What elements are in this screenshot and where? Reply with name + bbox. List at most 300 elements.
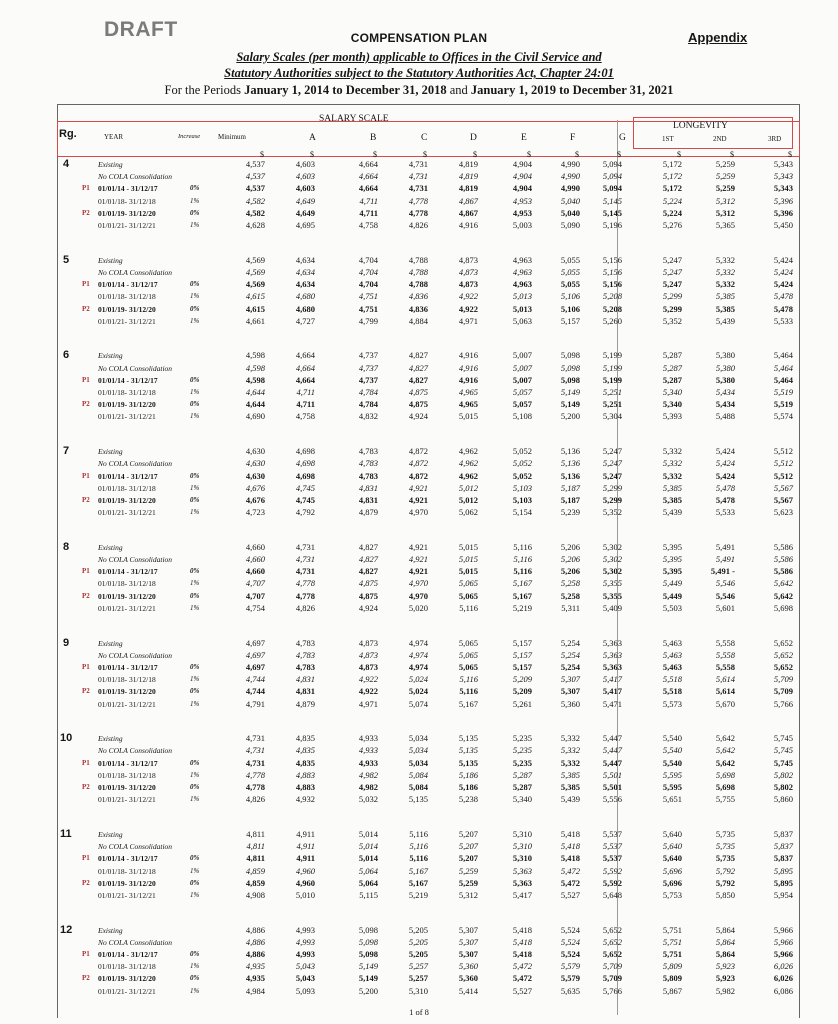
salary-cell: 5,558: [715, 637, 735, 648]
salary-cell: 5,434: [715, 387, 735, 397]
row-label: No COLA Consolidation: [98, 937, 173, 947]
salary-cell: 4,704: [358, 266, 378, 277]
salary-cell: 6,086: [773, 985, 793, 996]
salary-cell: 4,982: [358, 782, 378, 792]
salary-cell: 5,558: [715, 661, 735, 672]
salary-cell: 4,783: [295, 637, 315, 648]
salary-cell: 4,993: [295, 936, 315, 947]
salary-cell: 5,116: [459, 602, 478, 613]
row-label: No COLA Consolidation: [98, 746, 173, 756]
salary-cell: 5,751: [662, 936, 682, 947]
periods-line: [0, 83, 838, 98]
salary-cell: 4,883: [295, 782, 315, 792]
row-label: No COLA Consolidation: [98, 650, 173, 660]
row-label: 01/01/14 - 31/12/17: [98, 758, 158, 768]
salary-cell: 4,634: [295, 254, 315, 265]
salary-cell: 5,307: [458, 924, 478, 935]
salary-cell: 5,546: [715, 590, 735, 601]
salary-cell: 5,343: [773, 159, 793, 169]
salary-cell: 5,592: [602, 877, 622, 888]
salary-cell: 5,307: [458, 936, 478, 947]
salary-cell: 4,676: [245, 482, 265, 493]
row-label: Existing: [98, 829, 123, 839]
salary-cell: 5,094: [602, 183, 622, 194]
salary-cell: 5,205: [408, 924, 428, 935]
increase-percent: 1%: [190, 388, 200, 396]
salary-cell: 4,630: [245, 470, 265, 481]
row-label: 01/01/21- 31/12/21: [98, 603, 156, 613]
salary-cell: 5,478: [715, 482, 735, 493]
salary-cell: 4,819: [458, 159, 478, 169]
salary-cell: 5,062: [458, 507, 478, 518]
salary-cell: 5,052: [512, 470, 532, 481]
row-label: 01/01/19- 31/12/20: [98, 878, 156, 888]
salary-cell: 5,199: [602, 350, 622, 361]
increase-percent: 0%: [190, 208, 200, 217]
salary-cell: 5,084: [408, 769, 428, 780]
phase-prefix: P1: [82, 280, 90, 289]
salary-cell: 4,970: [408, 590, 428, 601]
salary-cell: 4,875: [408, 387, 428, 397]
salary-cell: 5,385: [560, 782, 580, 792]
salary-cell: 5,537: [602, 841, 622, 852]
salary-cell: 5,586: [773, 554, 793, 564]
salary-cell: 5,546: [715, 578, 735, 589]
salary-cell: 4,904: [512, 159, 532, 169]
salary-cell: 5,463: [662, 637, 682, 648]
salary-cell: 5,642: [715, 757, 735, 768]
salary-cell: 5,463: [662, 661, 682, 672]
salary-cell: 5,299: [602, 494, 622, 505]
salary-cell: 5,205: [408, 936, 428, 947]
increase-percent: 1%: [190, 770, 200, 779]
salary-cell: 5,136: [560, 446, 580, 457]
grade-number: 7: [63, 445, 70, 458]
salary-cell: 5,302: [602, 566, 622, 577]
salary-cell: 4,661: [245, 315, 265, 326]
increase-percent: 1%: [190, 675, 200, 684]
salary-cell: 4,660: [245, 566, 265, 577]
row-label: 01/01/19- 31/12/20: [98, 687, 156, 697]
salary-cell: 5,501: [602, 782, 622, 792]
row-label: Existing: [98, 160, 123, 169]
salary-cell: 4,827: [408, 350, 428, 361]
salary-cell: 4,970: [408, 578, 428, 589]
salary-cell: 4,819: [458, 183, 478, 194]
salary-cell: 5,064: [358, 877, 378, 888]
salary-cell: 5,601: [715, 602, 735, 613]
salary-cell: 5,304: [602, 411, 622, 422]
salary-cell: 5,417: [512, 889, 532, 900]
salary-cell: 4,731: [245, 733, 265, 744]
salary-cell: 5,014: [358, 828, 378, 839]
row-label: 01/01/14 - 31/12/17: [98, 184, 158, 194]
salary-cell: 5,235: [512, 745, 532, 756]
salary-cell: 4,932: [295, 794, 315, 805]
salary-cell: 5,247: [602, 458, 622, 469]
increase-percent: 0%: [190, 950, 200, 958]
salary-cell: 5,837: [773, 841, 793, 852]
row-label: No COLA Consolidation: [98, 555, 173, 564]
salary-cell: 5,449: [662, 590, 682, 601]
salary-cell: 5,219: [408, 889, 428, 900]
row-label: 01/01/19- 31/12/20: [98, 783, 156, 792]
salary-cell: 5,014: [358, 841, 378, 852]
salary-cell: 4,628: [245, 220, 265, 230]
salary-cell: 5,540: [662, 733, 682, 744]
row-label: 01/01/14 - 31/12/17: [98, 950, 158, 959]
salary-cell: 5,735: [715, 853, 735, 864]
salary-cell: 5,614: [715, 674, 735, 685]
salary-cell: 5,063: [512, 315, 532, 326]
salary-cell: 4,826: [245, 794, 265, 805]
row-label: Existing: [98, 351, 123, 361]
increase-percent: 0%: [190, 974, 200, 983]
salary-cell: 5,651: [662, 794, 682, 805]
salary-cell: 5,136: [560, 458, 580, 469]
salary-cell: 4,634: [295, 266, 315, 277]
salary-cell: 4,886: [245, 936, 265, 947]
salary-cell: 5,418: [560, 853, 580, 864]
salary-cell: 5,472: [560, 865, 580, 876]
salary-cell: 4,831: [358, 494, 378, 505]
salary-cell: 5,020: [408, 602, 428, 613]
salary-cell: 4,707: [245, 590, 265, 601]
salary-cell: 4,990: [560, 183, 580, 194]
salary-cell: 4,537: [245, 183, 265, 194]
salary-cell: 5,966: [773, 924, 793, 935]
salary-cell: 5,409: [602, 602, 622, 613]
salary-cell: 5,864: [715, 936, 735, 947]
salary-cell: 5,239: [560, 507, 580, 518]
salary-cell: 5,567: [773, 494, 793, 505]
salary-cell: 4,751: [358, 303, 378, 314]
year-header: YEAR: [104, 133, 124, 141]
salary-cell: 5,106: [560, 303, 580, 314]
salary-cell: 5,709: [602, 973, 622, 984]
salary-cell: 4,698: [295, 446, 315, 457]
step-header-e: E: [521, 133, 527, 143]
salary-cell: 4,908: [245, 889, 265, 900]
salary-cell: 4,873: [458, 254, 478, 265]
dollar-sign: $: [260, 150, 264, 159]
salary-cell: 5,424: [715, 458, 735, 469]
salary-cell: 4,745: [295, 482, 315, 493]
salary-cell: 5,751: [662, 924, 682, 935]
increase-percent: 0%: [190, 783, 200, 791]
salary-cell: 5,385: [560, 769, 580, 780]
salary-cell: 4,953: [512, 195, 532, 206]
salary-cell: 4,731: [408, 183, 428, 194]
salary-cell: 5,745: [773, 733, 793, 744]
salary-cell: 5,098: [358, 949, 378, 959]
salary-cell: 5,332: [662, 446, 682, 457]
salary-cell: 5,478: [715, 494, 735, 505]
salary-cell: 5,527: [560, 889, 580, 900]
row-label: 01/01/21- 31/12/21: [98, 316, 156, 326]
salary-cell: 4,832: [358, 411, 378, 422]
salary-cell: 4,731: [245, 745, 265, 756]
increase-percent: 1%: [190, 316, 200, 325]
salary-cell: 4,974: [408, 649, 428, 660]
periods-prefix: For the Periods: [164, 83, 245, 97]
page-title: COMPENSATION PLAN: [350, 31, 488, 45]
dollar-sign: $: [473, 150, 477, 159]
salary-cell: 5,206: [560, 541, 580, 552]
row-label: Existing: [98, 447, 123, 457]
salary-cell: 5,652: [602, 949, 622, 959]
salary-cell: 4,731: [295, 566, 315, 577]
salary-cell: 5,491 -: [710, 566, 735, 577]
salary-cell: 4,783: [295, 661, 315, 672]
salary-cell: 5,259: [715, 159, 735, 169]
salary-cell: 4,676: [245, 494, 265, 505]
salary-cell: 4,784: [358, 399, 378, 410]
salary-cell: 4,711: [296, 399, 315, 410]
salary-cell: 4,921: [408, 482, 428, 493]
salary-cell: 5,396: [773, 195, 793, 206]
salary-cell: 4,799: [358, 315, 378, 326]
salary-scale-label: SALARY SCALE: [319, 114, 389, 124]
salary-cell: 4,680: [295, 303, 315, 314]
salary-cell: 5,424: [773, 279, 793, 290]
row-label: No COLA Consolidation: [98, 363, 173, 373]
salary-cell: 4,921: [408, 554, 428, 564]
salary-cell: 5,135: [458, 733, 478, 744]
salary-cell: 5,034: [408, 733, 428, 744]
salary-cell: 5,745: [773, 757, 793, 768]
salary-cell: 4,933: [358, 745, 378, 756]
salary-cell: 4,904: [512, 171, 532, 182]
salary-cell: 4,731: [245, 757, 265, 768]
salary-cell: 5,464: [773, 350, 793, 361]
salary-cell: 5,310: [512, 828, 532, 839]
salary-cell: 4,872: [408, 458, 428, 469]
step-header-c: C: [421, 133, 428, 143]
salary-cell: 5,186: [458, 782, 478, 792]
salary-cell: 5,149: [358, 973, 378, 984]
salary-cell: 5,864: [715, 949, 735, 959]
periods-joiner: and: [446, 83, 471, 97]
salary-cell: 4,867: [458, 195, 478, 206]
salary-cell: 5,098: [358, 936, 378, 947]
salary-cell: 5,302: [602, 541, 622, 552]
step-header-b: B: [370, 133, 377, 143]
salary-cell: 4,537: [245, 171, 265, 182]
salary-cell: 5,652: [773, 661, 793, 672]
salary-cell: 5,052: [512, 446, 532, 457]
salary-cell: 5,052: [512, 458, 532, 469]
salary-cell: 5,447: [602, 745, 622, 756]
salary-cell: 5,135: [458, 757, 478, 768]
row-label: 01/01/18- 31/12/18: [98, 196, 156, 206]
salary-cell: 4,921: [408, 566, 428, 577]
salary-cell: 5,332: [715, 254, 735, 265]
salary-cell: 4,778: [408, 195, 428, 206]
salary-cell: 4,697: [245, 649, 265, 660]
salary-cell: 4,971: [458, 315, 478, 326]
salary-cell: 4,737: [358, 350, 378, 361]
salary-cell: 5,332: [560, 745, 580, 756]
salary-cell: 5,652: [773, 637, 793, 648]
salary-cell: 5,923: [715, 973, 735, 984]
salary-cell: 5,251: [602, 399, 622, 410]
salary-cell: 4,924: [358, 602, 378, 613]
salary-cell: 5,312: [715, 195, 735, 206]
salary-cell: 5,524: [560, 936, 580, 947]
row-label: 01/01/18- 31/12/18: [98, 962, 156, 972]
salary-cell: 5,595: [662, 769, 682, 780]
salary-cell: 5,478: [773, 291, 793, 302]
salary-cell: 5,199: [602, 362, 622, 373]
increase-percent: 0%: [190, 471, 200, 480]
row-label: Existing: [98, 638, 123, 648]
salary-cell: 5,696: [662, 865, 682, 876]
salary-cell: 5,094: [602, 171, 622, 182]
salary-cell: 4,974: [408, 661, 428, 672]
salary-cell: 5,360: [560, 698, 580, 709]
salary-cell: 4,582: [245, 207, 265, 218]
salary-cell: 4,634: [295, 279, 315, 290]
salary-cell: 4,826: [408, 220, 428, 230]
salary-cell: 5,380: [715, 350, 735, 361]
salary-cell: 5,837: [773, 853, 793, 864]
salary-cell: 5,103: [512, 482, 532, 493]
salary-cell: 4,791: [245, 698, 265, 709]
subtitle-line-2: Statutory Authorities subject to the Statutory Authorities Act, Chapter 24:01: [224, 66, 614, 80]
salary-cell: 5,745: [773, 745, 793, 756]
salary-cell: 5,709: [773, 674, 793, 685]
salary-cell: 4,962: [458, 446, 478, 457]
salary-cell: 5,380: [715, 362, 735, 373]
increase-percent: 1%: [190, 890, 200, 899]
salary-cell: 5,424: [773, 254, 793, 265]
phase-prefix: P2: [82, 208, 90, 217]
salary-cell: 4,695: [295, 220, 315, 230]
salary-cell: 5,424: [715, 446, 735, 457]
salary-cell: 4,935: [245, 973, 265, 984]
salary-cell: 4,963: [512, 254, 532, 265]
increase-percent: 1%: [190, 795, 200, 804]
salary-cell: 5,501: [602, 769, 622, 780]
salary-cell: 5,648: [602, 889, 622, 900]
row-label: 01/01/19- 31/12/20: [98, 974, 156, 984]
salary-cell: 4,922: [358, 686, 378, 697]
dollar-sign: $: [730, 150, 734, 159]
salary-cell: 5,533: [773, 315, 793, 326]
salary-cell: 4,859: [245, 865, 265, 876]
salary-cell: 4,873: [458, 266, 478, 277]
salary-cell: 5,014: [358, 853, 378, 864]
salary-cell: 5,199: [602, 374, 622, 385]
salary-cell: 4,754: [245, 602, 265, 613]
salary-cell: 5,385: [662, 482, 682, 493]
salary-cell: 4,727: [295, 315, 315, 326]
salary-cell: 5,395: [662, 541, 682, 552]
salary-cell: 5,247: [602, 446, 622, 457]
salary-cell: 5,512: [773, 446, 793, 457]
salary-cell: 5,640: [662, 853, 682, 864]
salary-cell: 4,697: [245, 661, 265, 672]
row-label: No COLA Consolidation: [98, 172, 173, 182]
salary-cell: 5,512: [773, 458, 793, 469]
salary-cell: 5,098: [560, 374, 580, 385]
salary-cell: 5,472: [560, 877, 580, 888]
salary-cell: 5,418: [512, 949, 532, 959]
longevity-header-2: 2ND: [713, 135, 727, 143]
salary-cell: 5,116: [513, 554, 532, 564]
salary-cell: 5,157: [512, 661, 532, 672]
salary-cell: 4,982: [358, 769, 378, 780]
salary-cell: 5,640: [662, 841, 682, 852]
salary-cell: 4,615: [245, 303, 265, 314]
appendix-label: Appendix: [688, 30, 748, 45]
salary-cell: 5,524: [560, 924, 580, 935]
salary-cell: 5,287: [662, 374, 682, 385]
salary-cell: 5,007: [512, 362, 532, 373]
salary-cell: 4,886: [245, 924, 265, 935]
salary-cell: 5,332: [715, 279, 735, 290]
salary-cell: 5,393: [662, 411, 682, 422]
salary-cell: 4,751: [358, 291, 378, 302]
salary-cell: 4,911: [296, 828, 315, 839]
salary-cell: 5,010: [295, 889, 315, 900]
grade-number: 11: [60, 827, 72, 840]
row-label: Existing: [98, 734, 123, 744]
salary-cell: 5,287: [512, 782, 532, 792]
salary-cell: 4,963: [512, 266, 532, 277]
phase-prefix: P1: [82, 567, 90, 576]
salary-cell: 4,758: [358, 220, 378, 230]
salary-cell: 4,831: [295, 686, 315, 697]
salary-cell: 5,116: [409, 853, 428, 864]
salary-cell: 4,778: [295, 590, 315, 601]
salary-cell: 4,836: [408, 303, 428, 314]
salary-cell: 5,434: [715, 399, 735, 410]
salary-cell: 5,207: [458, 841, 478, 852]
salary-cell: 5,055: [560, 254, 580, 265]
salary-cell: 4,680: [295, 291, 315, 302]
salary-cell: 5,642: [715, 745, 735, 756]
salary-cell: 5,966: [773, 936, 793, 947]
salary-cell: 4,974: [408, 637, 428, 648]
salary-cell: 4,664: [358, 159, 378, 169]
increase-percent: 0%: [190, 400, 200, 409]
salary-cell: 5,098: [358, 924, 378, 935]
increase-percent: 1%: [190, 962, 200, 971]
salary-cell: 5,209: [512, 674, 532, 685]
salary-cell: 5,187: [560, 494, 580, 505]
salary-cell: 4,783: [358, 446, 378, 457]
salary-cell: 5,034: [408, 745, 428, 756]
salary-cell: 4,711: [359, 195, 378, 206]
dollar-sign: $: [617, 150, 621, 159]
salary-cell: 5,145: [602, 207, 622, 218]
salary-cell: 5,396: [773, 207, 793, 218]
salary-cell: 4,664: [358, 171, 378, 182]
salary-cell: 4,827: [408, 374, 428, 385]
salary-cell: 4,783: [358, 470, 378, 481]
salary-cell: 5,491: [715, 554, 735, 564]
salary-cell: 5,003: [512, 220, 532, 230]
row-label: 01/01/18- 31/12/18: [98, 866, 156, 876]
salary-cell: 5,247: [662, 266, 682, 277]
salary-cell: 4,933: [358, 733, 378, 744]
step-header-f: F: [570, 133, 576, 143]
salary-cell: 5,424: [773, 266, 793, 277]
salary-cell: 5,417: [602, 674, 622, 685]
salary-cell: 4,921: [408, 494, 428, 505]
